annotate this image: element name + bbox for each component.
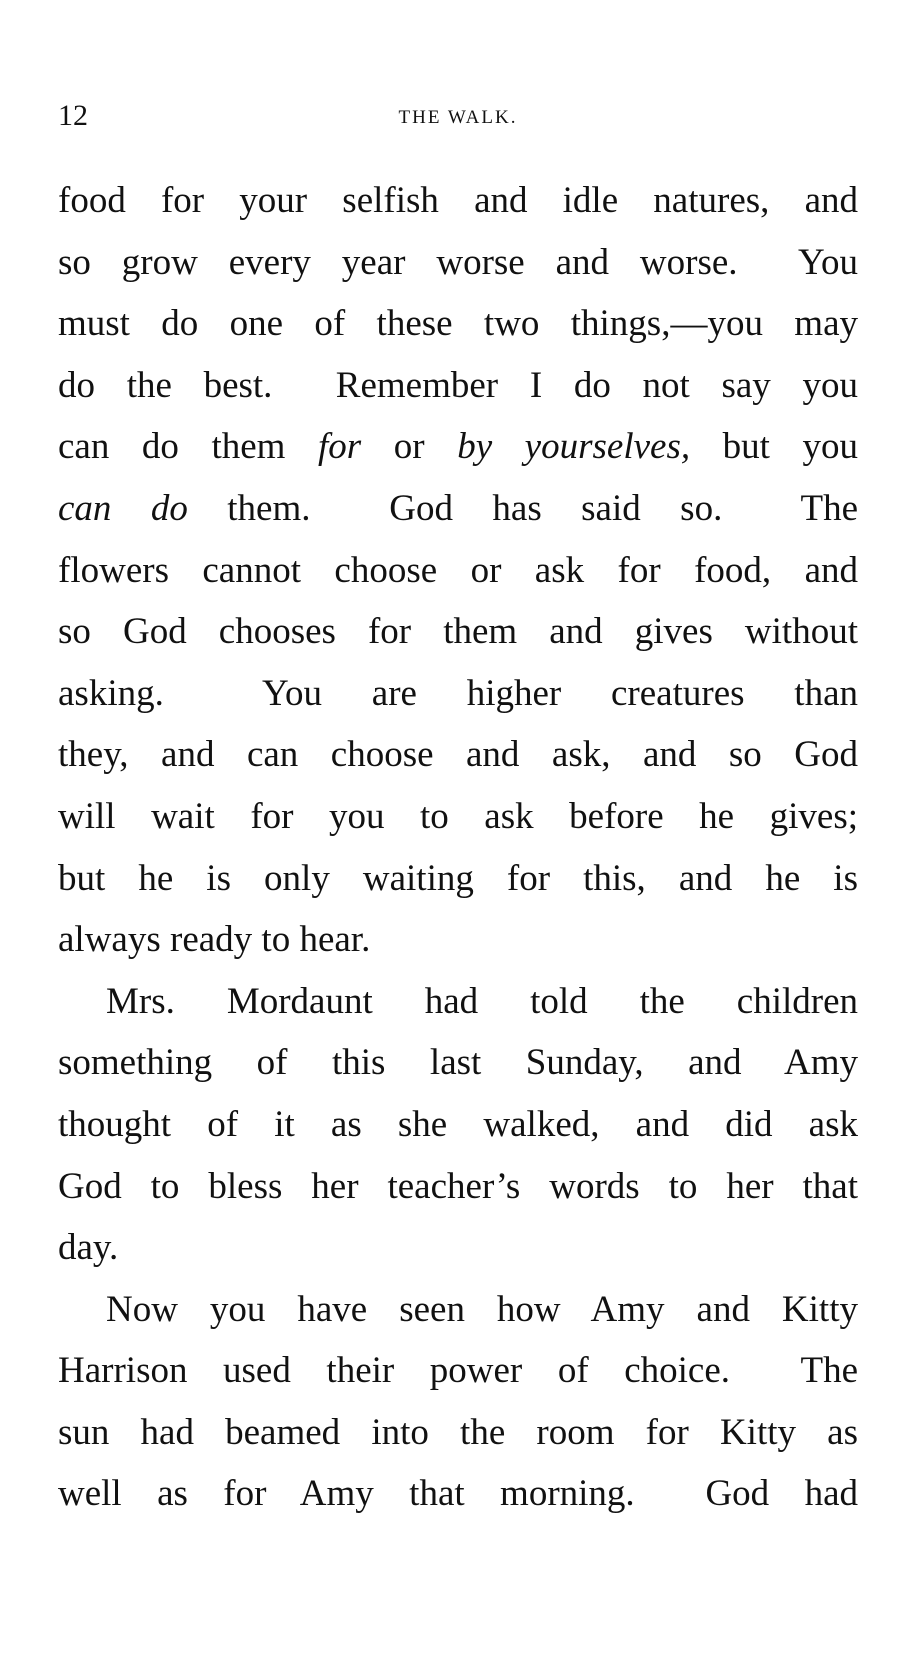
- text-segment: but you: [690, 426, 859, 468]
- text-line: [58, 232, 858, 294]
- text-segment: them. God has said so. The: [187, 487, 858, 529]
- text-line: [58, 724, 858, 786]
- text-segment: so God chooses for them and gives without: [58, 611, 858, 653]
- text-segment: can do them: [58, 426, 319, 468]
- text-segment: they, and can choose and ask, and so God: [58, 734, 858, 776]
- italic-text: for: [318, 426, 362, 468]
- text-line: [58, 1094, 858, 1156]
- text-segment: do the best. Remember I do not say you: [58, 364, 858, 406]
- text-segment: thought of it as she walked, and did ask: [58, 1103, 858, 1145]
- text-segment: food for your selfish and idle natures, and: [58, 180, 858, 221]
- text-line: [58, 601, 858, 663]
- text-segment: asking. You are higher creatures than: [58, 672, 858, 714]
- body-text: [58, 170, 858, 1525]
- text-segment: God to bless her teacher’s words to her that: [58, 1165, 858, 1207]
- text-line: [58, 1402, 858, 1464]
- text-line: [58, 1279, 858, 1341]
- text-line: [58, 170, 858, 232]
- text-segment: so grow every year worse and worse. You: [58, 241, 858, 283]
- page-header: [58, 96, 858, 136]
- text-line: [58, 663, 858, 725]
- text-segment: well as for Amy that morning. God had: [58, 1473, 858, 1515]
- text-line: [58, 540, 858, 602]
- text-segment: must do one of these two things,—you may: [58, 303, 858, 345]
- text-line: [58, 1463, 858, 1525]
- text-line: [58, 416, 858, 478]
- text-segment: day.: [58, 1227, 119, 1269]
- italic-text: by yourselves,: [457, 426, 691, 468]
- text-line: [58, 1340, 858, 1402]
- text-segment: flowers cannot choose or ask for food, and: [58, 549, 858, 591]
- text-segment: always ready to hear.: [58, 919, 371, 961]
- text-line: [58, 355, 858, 417]
- text-segment: or: [361, 426, 458, 468]
- text-segment: will wait for you to ask before he gives;: [58, 795, 858, 837]
- text-segment: something of this last Sunday, and Amy: [58, 1042, 858, 1084]
- italic-text: can do: [58, 487, 188, 529]
- text-line: [58, 1032, 858, 1094]
- text-line: [58, 478, 858, 540]
- text-line: [58, 971, 858, 1033]
- text-line: [58, 786, 858, 848]
- text-line: [58, 848, 858, 910]
- text-segment: but he is only waiting for this, and he is: [58, 857, 858, 899]
- text-line: [58, 1156, 858, 1218]
- text-line: [58, 909, 858, 971]
- text-segment: Harrison used their power of choice. The: [58, 1350, 858, 1392]
- running-head: THE WALK.: [398, 107, 518, 128]
- text-segment: sun had beamed into the room for Kitty as: [58, 1411, 858, 1453]
- text-segment: Now you have seen how Amy and Kitty: [106, 1288, 858, 1330]
- page-number: 12: [58, 99, 88, 132]
- text-line: [58, 293, 858, 355]
- text-line: [58, 1217, 858, 1279]
- text-segment: Mrs. Mordaunt had told the children: [106, 980, 858, 1022]
